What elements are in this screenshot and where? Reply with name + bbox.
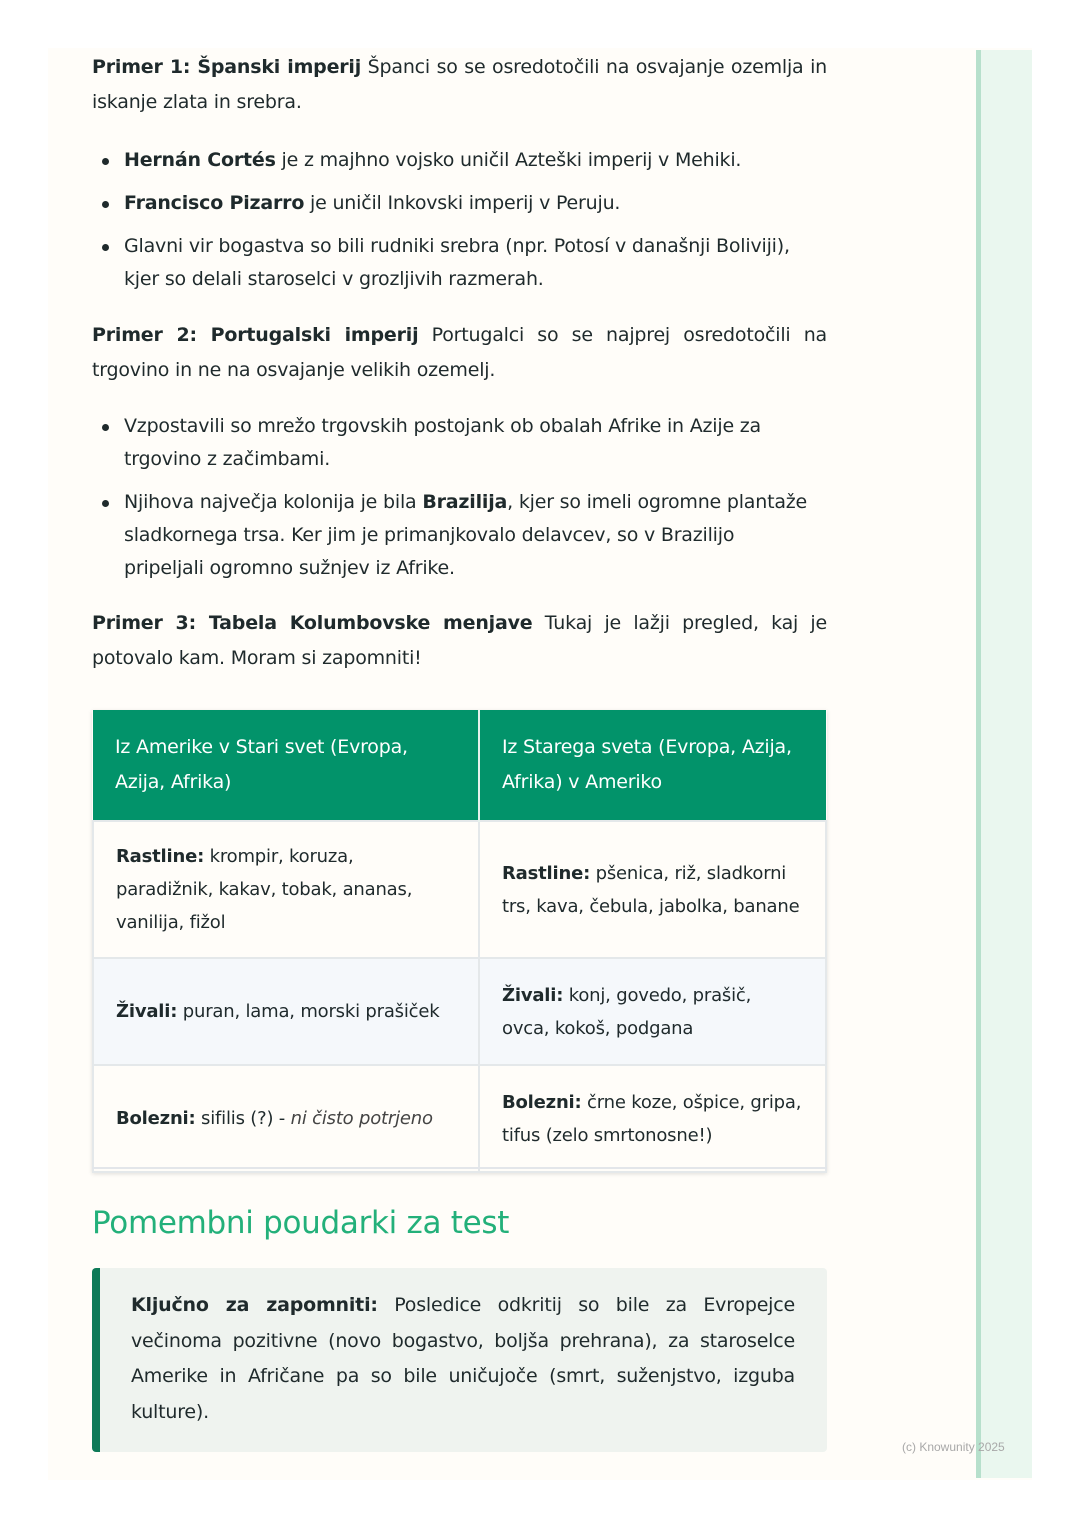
table-header-row bbox=[93, 710, 826, 821]
portuguese-bullet-list bbox=[92, 410, 812, 595]
list-item bbox=[92, 187, 812, 220]
paragraph-text: Španci so se osredotočili na osvajanje ozemlja in iskanje zlata in srebra. bbox=[92, 56, 827, 113]
list-item-text: Glavni vir bogastva so bili rudniki srebra (npr. Potosí v današnji Boliviji), kjer so delali staroselci v grozljivih razmerah. bbox=[124, 235, 790, 290]
columbian-exchange-table bbox=[92, 710, 827, 1173]
paragraph-title: Primer 3: Tabela Kolumbovske menjave bbox=[92, 612, 533, 634]
cell-label: Rastline: bbox=[502, 862, 591, 884]
cell-label: Živali: bbox=[116, 1001, 178, 1022]
cell-label: Živali: bbox=[502, 984, 564, 1006]
cell-text: pšenica, riž, sladkorni trs, kava, čebula, jabolka, banane bbox=[502, 862, 800, 917]
cell-text: krompir, koruza, paradižnik, kakav, tobak, ananas, vanilija, fižol bbox=[116, 846, 413, 933]
table-cell bbox=[93, 1065, 479, 1172]
paragraph-title: Primer 2: Portugalski imperij bbox=[92, 324, 419, 346]
list-item-bold: Brazilija bbox=[422, 491, 508, 513]
cell-label: Bolezni: bbox=[116, 1108, 196, 1129]
list-item-text: je z majhno vojsko uničil Azteški imperij v Mehiki. bbox=[275, 149, 742, 171]
paragraph-title: Primer 1: Španski imperij bbox=[92, 56, 362, 78]
table-header-cell: Iz Starega sveta (Evropa, Azija, Afrika) v Ameriko bbox=[479, 710, 826, 821]
section-heading: Pomembni poudarki za test bbox=[92, 1205, 510, 1241]
list-item bbox=[92, 486, 812, 585]
cell-label: Rastline: bbox=[116, 846, 205, 867]
paragraph-text: Portugalci so se najprej osredotočili na trgovino in ne na osvajanje velikih ozemelj. bbox=[92, 324, 827, 381]
spanish-bullet-list bbox=[92, 144, 812, 306]
cell-text: črne koze, ošpice, gripa, tifus (zelo smrtonosne!) bbox=[502, 1091, 802, 1146]
list-item-text: Njihova največja kolonija je bila bbox=[124, 491, 423, 513]
table-cell bbox=[479, 821, 826, 958]
table-row bbox=[93, 1065, 826, 1172]
table-cell bbox=[479, 1065, 826, 1172]
list-item bbox=[92, 144, 812, 177]
paragraph-text: Tukaj je lažji pregled, kaj je potovalo kam. Moram si zapomniti! bbox=[92, 612, 827, 669]
callout-label: Ključno za zapomniti: bbox=[131, 1294, 378, 1316]
list-item-text: Vzpostavili so mrežo trgovskih postojank ob obalah Afrike in Azije za trgovino z začimbami. bbox=[124, 415, 761, 470]
cell-italic-note: ni čisto potrjeno bbox=[290, 1108, 433, 1129]
list-item bbox=[92, 230, 812, 296]
callout-body: Posledice odkritij so bile za Evropejce večinoma pozitivne (novo bogastvo, boljša prehrana), za staroselce Amerike in Afričane pa so bile uničujoče (smrt, suženjstvo, izguba kulture). bbox=[131, 1294, 795, 1423]
cell-text: puran, lama, morski prašiček bbox=[177, 1001, 440, 1022]
cell-text: konj, govedo, prašič, ovca, kokoš, podgana bbox=[502, 984, 752, 1039]
table-header-cell: Iz Amerike v Stari svet (Evropa, Azija, Afrika) bbox=[93, 710, 479, 821]
paragraph-portuguese-empire bbox=[92, 318, 827, 388]
table-row bbox=[93, 958, 826, 1065]
table-row bbox=[93, 821, 826, 958]
list-item-bold: Hernán Cortés bbox=[124, 149, 276, 171]
key-takeaway-callout bbox=[92, 1268, 827, 1452]
section-divider bbox=[92, 1167, 827, 1169]
table-cell bbox=[479, 958, 826, 1065]
list-item-text: je uničil Inkovski imperij v Peruju. bbox=[304, 192, 621, 214]
list-item-text: , kjer so imeli ogromne plantaže sladkornega trsa. Ker jim je primanjkovalo delavcev, so v Brazilijo pripeljali ogromno sužnjev iz Afrike. bbox=[124, 491, 808, 579]
copyright-footer: (c) Knowunity 2025 bbox=[902, 1440, 1005, 1454]
cell-text: sifilis (?) - bbox=[195, 1108, 291, 1129]
table-cell bbox=[93, 958, 479, 1065]
paragraph-columbian-exchange bbox=[92, 606, 827, 676]
side-strip bbox=[976, 50, 1032, 1478]
cell-label: Bolezni: bbox=[502, 1091, 582, 1113]
callout-text bbox=[131, 1288, 795, 1430]
list-item-bold: Francisco Pizarro bbox=[124, 192, 305, 214]
paragraph-spanish-empire bbox=[92, 50, 827, 120]
list-item bbox=[92, 410, 812, 476]
table-cell bbox=[93, 821, 479, 958]
